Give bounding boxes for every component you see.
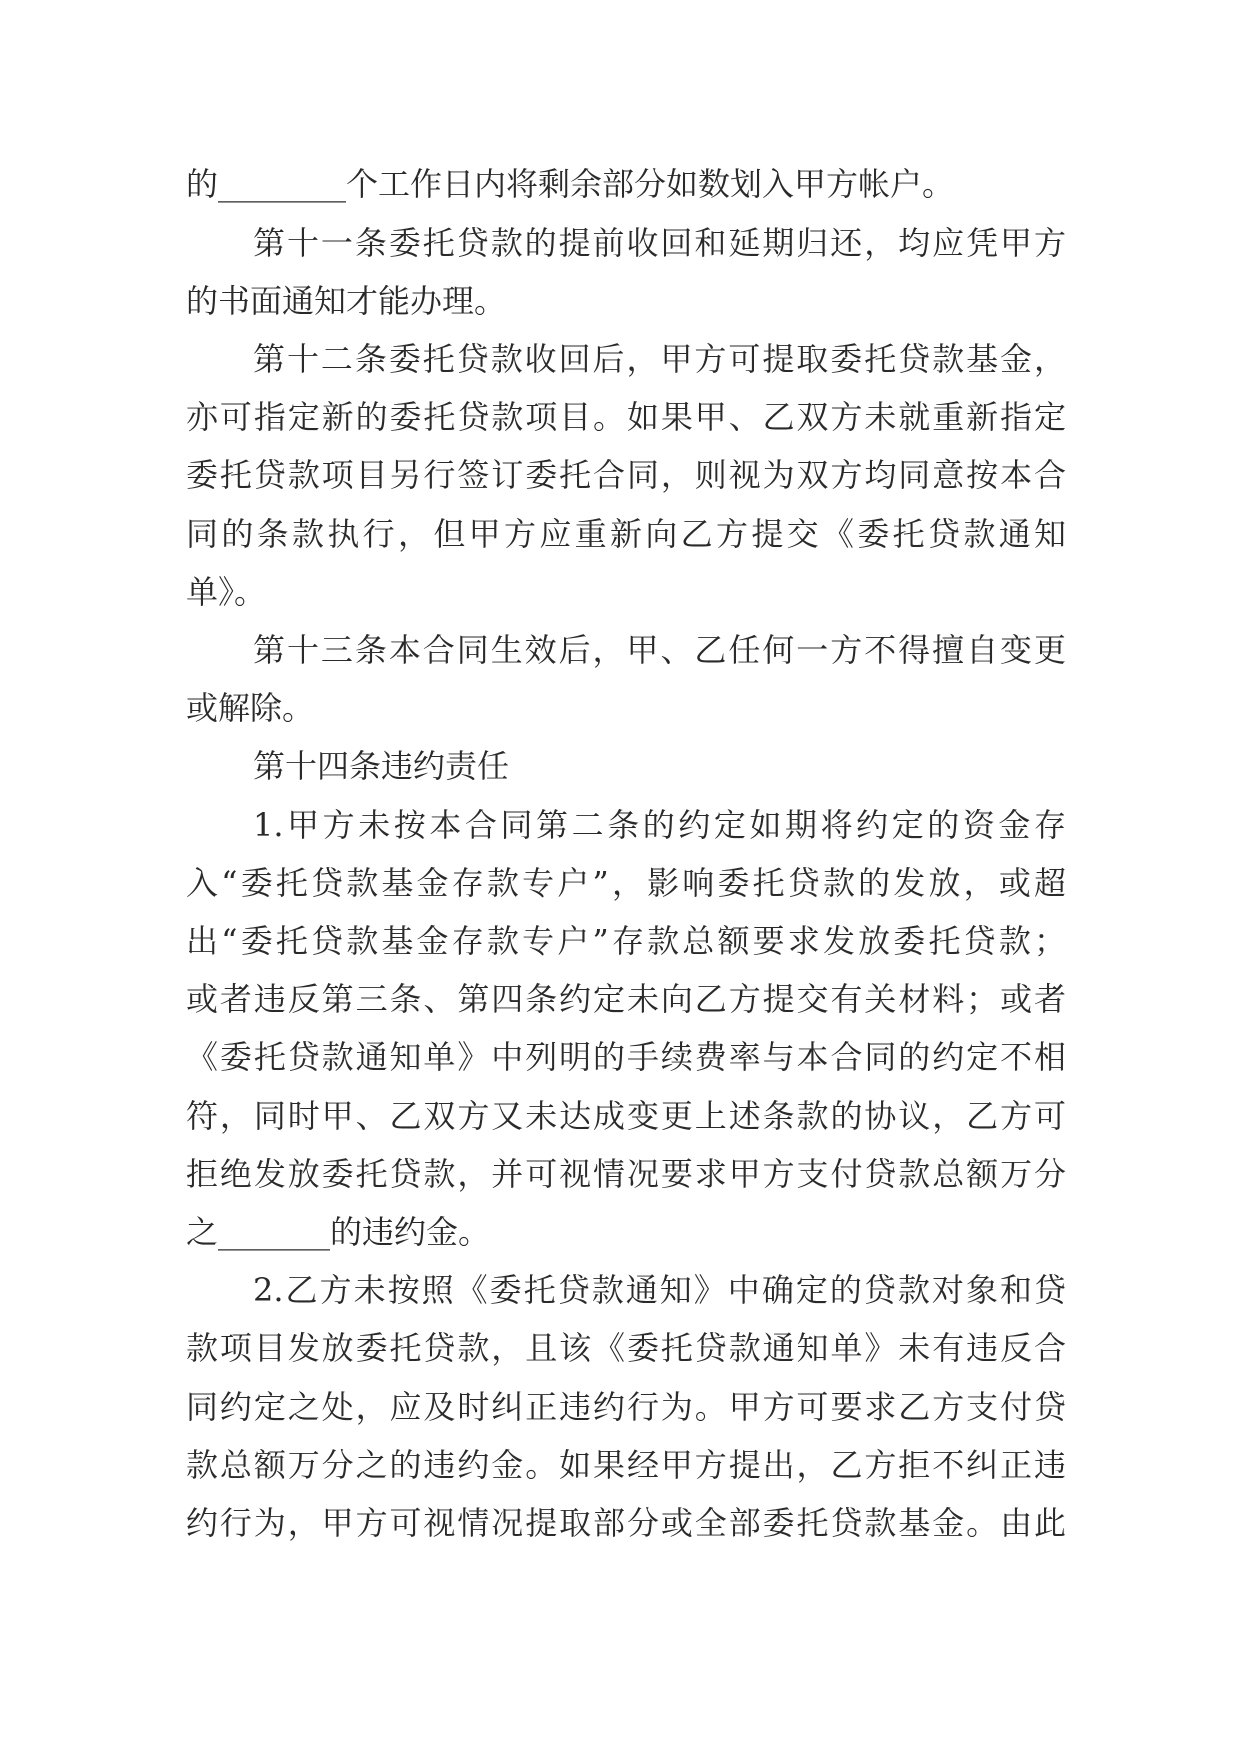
text-line: 单》。 [186, 573, 267, 611]
text-line: 款项目发放委托贷款，且该《委托贷款通知单》未有违反合 [186, 1329, 1066, 1367]
text-line: 同约定之处，应及时纠正违约行为。甲方可要求乙方支付贷 [186, 1388, 1066, 1426]
text-line: 入“委托贷款基金存款专户”，影响委托贷款的发放，或超 [186, 864, 1066, 902]
text-line: 或者违反第三条、第四条约定未向乙方提交有关材料；或者 [186, 980, 1066, 1018]
text-line: 第十三条本合同生效后，甲、乙任何一方不得擅自变更 [253, 631, 1066, 669]
text-line: 第十一条委托贷款的提前收回和延期归还，均应凭甲方 [253, 224, 1066, 262]
text-line: 之_______的违约金。 [186, 1213, 491, 1251]
text-line: 或解除。 [186, 689, 315, 727]
text-line: 第十二条委托贷款收回后，甲方可提取委托贷款基金， [253, 340, 1066, 378]
text-line: 委托贷款项目另行签订委托合同，则视为双方均同意按本合 [186, 456, 1066, 494]
text-line: 款总额万分之的违约金。如果经甲方提出，乙方拒不纠正违 [186, 1446, 1066, 1484]
text-line: 《委托贷款通知单》中列明的手续费率与本合同的约定不相 [186, 1038, 1066, 1076]
text-line: 拒绝发放委托贷款，并可视情况要求甲方支付贷款总额万分 [186, 1155, 1066, 1193]
text-line: 的________个工作日内将剩余部分如数划入甲方帐户。 [186, 165, 955, 203]
text-line: 的书面通知才能办理。 [186, 282, 507, 320]
text-line: 2.乙方未按照《委托贷款通知》中确定的贷款对象和贷 [253, 1271, 1066, 1309]
text-line: 1.甲方未按本合同第二条的约定如期将约定的资金存 [253, 806, 1066, 844]
text-line: 同的条款执行，但甲方应重新向乙方提交《委托贷款通知 [186, 515, 1066, 553]
text-line: 出“委托贷款基金存款专户”存款总额要求发放委托贷款； [186, 922, 1066, 960]
text-line: 符，同时甲、乙双方又未达成变更上述条款的协议，乙方可 [186, 1097, 1066, 1135]
text-line: 亦可指定新的委托贷款项目。如果甲、乙双方未就重新指定 [186, 398, 1066, 436]
text-line: 约行为，甲方可视情况提取部分或全部委托贷款基金。由此 [186, 1504, 1066, 1542]
section-heading: 第十四条违约责任 [253, 747, 510, 785]
